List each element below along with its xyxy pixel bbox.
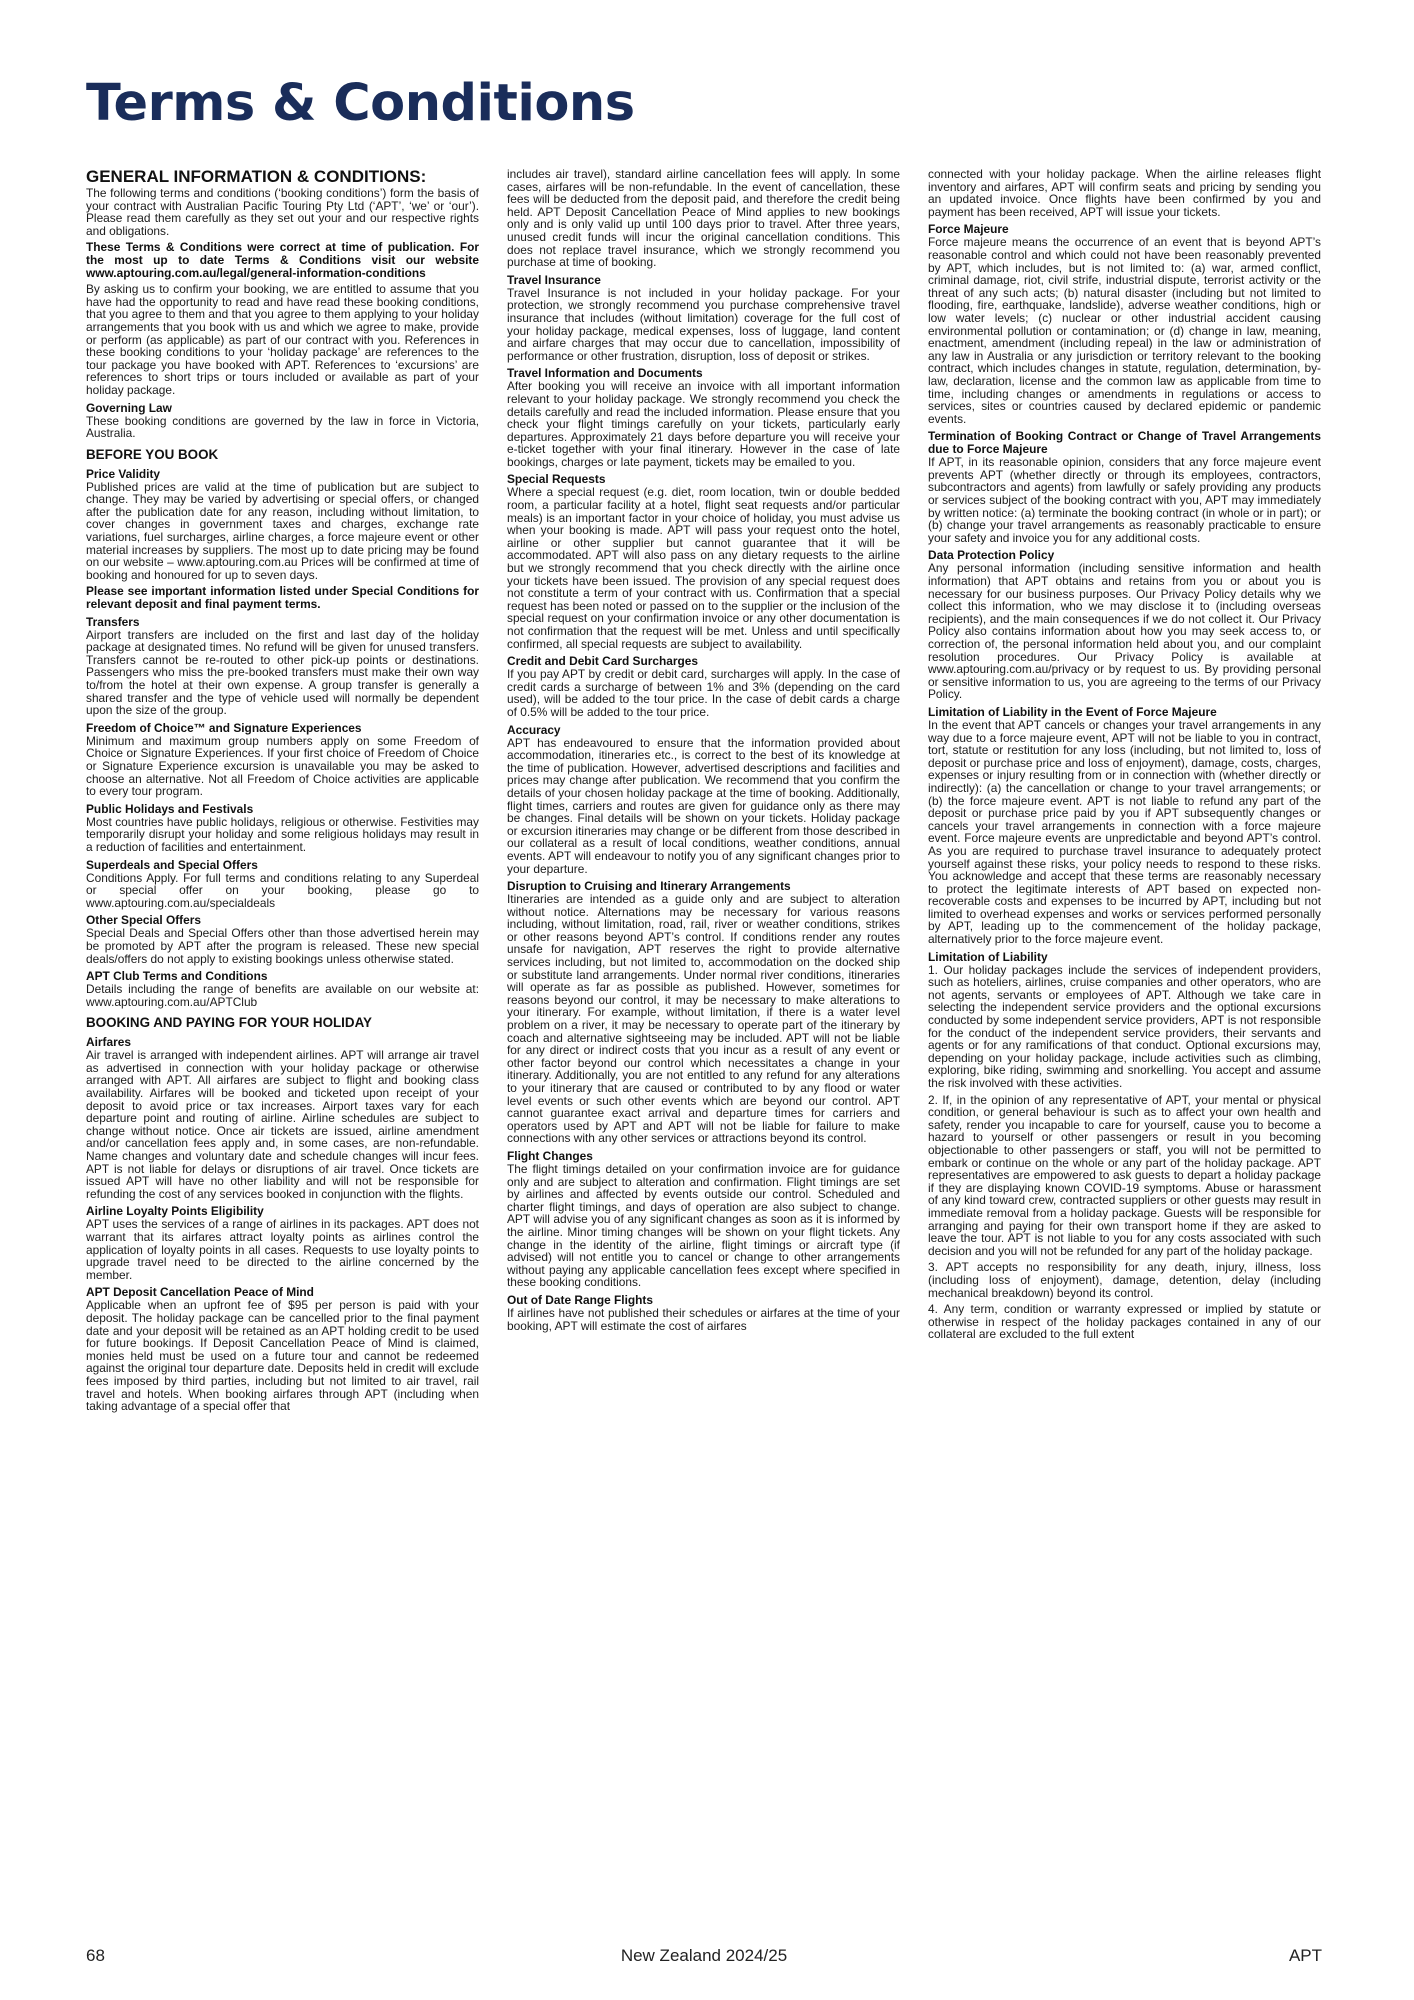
subsection-heading: Airline Loyalty Points Eligibility	[86, 1204, 264, 1219]
column-3	[928, 168, 1321, 1928]
paragraph: Published prices are valid at the time of publication but are subject to change. They may be varied by advertising or special offers, or changed after the publication date for any reason, including without limitation, to cover changes in government taxes and charges, exchange rate variations, fuel surcharges, airline charges, a force majeure event or other material increases by suppliers. The most up to date pricing may be found on our website – www.aptouring.com.au Prices will be confirmed at time of booking and honoured for up to seven days.	[86, 479, 479, 582]
edition-label: New Zealand 2024/25	[620, 1946, 788, 1965]
subsection-heading: Termination of Booking Contract or Change of Travel Arrangements due to Force Majeure	[928, 429, 1321, 457]
column-1	[86, 168, 479, 1928]
paragraph: Most countries have public holidays, religious or otherwise. Festivities may temporarily disrupt your holiday and some religious holidays may result in a reduction of facilities and entertainment.	[86, 814, 479, 854]
paragraph: In the event that APT cancels or changes your travel arrangements in any way due to a force majeure event, APT will not be liable to you in contract, tort, statute or restitution for any loss (including, but not limited to, loss of deposit or purchase price and loss of enjoyment), damage, costs, charges, expenses or injury resulting from or in connection with (whether directly or indirectly): (a) the cancellation or change to your travel arrangements; or (b) the force majeure event. APT is not liable to refund any part of the deposit or purchase price paid by you if APT subsequently changes or cancels your travel arrangements in connection with a force majeure event. Force majeure events are unpredictable and beyond APT’s control. As you are required to purchase travel insurance to adequately protect yourself against these risks, your policy needs to respond to these risks. You acknowledge and accept that these terms are reasonably necessary to protect the legitimate interests of APT based on expected non-recoverable costs and expenses to be incurred by APT, including but not limited to overhead expenses and works or services performed personally by APT, leading up to the commencement of the holiday package, alternatively prior to the force majeure event.	[928, 717, 1321, 947]
paragraph: APT uses the services of a range of airlines in its packages. APT does not warrant that its airfares attract loyalty points as airlines control the application of loyalty points in all cases. Requests to use loyalty points to upgrade travel need to be directed to the airline concerned by the member.	[86, 1217, 479, 1282]
section-heading: GENERAL INFORMATION & CONDITIONS:	[86, 168, 427, 186]
section-heading: BEFORE YOU BOOK	[86, 446, 219, 462]
subsection-heading: APT Club Terms and Conditions	[86, 969, 268, 984]
paragraph: Travel Insurance is not included in your holiday package. For your protection, we strongly recommend you purchase comprehensive travel insurance that includes (without limitation) coverage for the full cost of your holiday package, medical expenses, loss of luggage, land content and airfare charges that may occur due to cancellation, impossibility of performance or other frustration, disruption, loss of deposit or strikes.	[507, 285, 900, 363]
subsection-heading: Data Protection Policy	[928, 548, 1055, 563]
subsection-heading: Governing Law	[86, 400, 172, 415]
paragraph: APT has endeavoured to ensure that the information provided about accommodation, itineraries etc., is correct to the best of its knowledge at the time of publication. However, advertised descriptions and facilities and prices may change after publication. We recommend that you confirm the details of your chosen holiday package at the time of booking. Additionally, flight times, carriers and routes are given for guidance only as there may be changes. Final details will be shown on your tickets. Holiday package or excursion itineraries may change or be different from those described in our collateral as a result of local conditions, weather conditions, annual events. APT will endeavour to notify you of any significant changes prior to your departure.	[507, 735, 900, 876]
paragraph: Special Deals and Special Offers other than those advertised herein may be promoted by APT after the program is released. These new special deals/offers do not apply to existing bookings unless otherwise stated.	[86, 926, 479, 966]
paragraph: By asking us to confirm your booking, we are entitled to assume that you have had the opportunity to read and have read these booking conditions, that you agree to them and that you agree to them applying to your holiday arrangements that you book with us and which we agree to make, provide or perform (as applicable) as part of our contract with you. References in these booking conditions to your ‘holiday package’ are references to the tour package you have booked with APT. References to ‘excursions’ are references to short trips or tours included or available as part of your holiday package.	[86, 282, 479, 397]
subsection-heading: Flight Changes	[507, 1148, 593, 1163]
paragraph: The following terms and conditions (‘booking conditions’) form the basis of your contract with Australian Pacific Touring Pty Ltd (‘APT’, ‘we’ or ‘our’). Please read them carefully as they set out your and our respective rights and obligations.	[86, 186, 479, 238]
paragraph: Conditions Apply. For full terms and conditions relating to any Superdeal or special offer on your booking, please go to www.aptouring.com.au/specialdeals	[86, 870, 479, 910]
subsection-heading: Superdeals and Special Offers	[86, 857, 258, 872]
paragraph: Minimum and maximum group numbers apply on some Freedom of Choice or Signature Experiences. If your first choice of Freedom of Choice or Signature Experience excursion is unavailable you may be asked to choose an alternative. Not all Freedom of Choice activities are applicable to every tour program.	[86, 733, 479, 799]
paragraph: If APT, in its reasonable opinion, considers that any force majeure event prevents APT (whether directly or through its employees, contractors, subcontractors and agents) from lawfully or safely providing any products or services subject of the booking contract with you, APT may immediately by written notice: (a) terminate the booking contract (in whole or in part); or (b) change your travel arrangements as reasonably practicable to ensure your safety and invoice you for any additional costs.	[928, 455, 1321, 545]
paragraph: includes air travel), standard airline cancellation fees will apply. In some cases, airfares will be non-refundable. In the event of cancellation, these fees will be deducted from the deposit paid, and therefore the credit being held. APT Deposit Cancellation Peace of Mind applies to new bookings only and is only valid up until 100 days prior to travel. After three years, unused credit funds will incur the original cancellation conditions. This does not replace travel insurance, which we strongly recommend you purchase at time of booking.	[507, 168, 900, 270]
paragraph: Details including the range of benefits are available on our website at: www.aptouring.com.au/APTClub	[86, 982, 479, 1009]
paragraph: Where a special request (e.g. diet, room location, twin or double bedded room, a particular facility at a hotel, flight seat requests and/or particular meals) is an important factor in your choice of holiday, you must advise us when your booking is made. APT will pass your request onto the hotel, airline or other supplier but cannot guarantee that it will be accommodated. APT will also pass on any dietary requests to the airline but we strongly recommend that you check directly with the airline once your tickets have been issued. The provision of any special request does not constitute a term of your contract with us. Confirmation that a special request has been noted or passed on to the supplier or the inclusion of the special request on your confirmation invoice or any other documentation is not confirmation that the request will be met. Unless and until specifically confirmed, all special requests are subject to availability.	[507, 485, 900, 651]
subsection-heading: Accuracy	[507, 722, 561, 737]
terms-columns	[86, 168, 1322, 1928]
paragraph: If airlines have not published their schedules or airfares at the time of your booking, APT will estimate the cost of airfares	[507, 1305, 900, 1333]
page-title: Terms & Conditions	[86, 74, 635, 133]
paragraph: connected with your holiday package. When the airline releases flight inventory and airfares, APT will confirm seats and pricing by sending you an updated invoice. Once flights have been confirmed by you and payment has been received, APT will issue your tickets.	[928, 168, 1321, 219]
paragraph: Itineraries are intended as a guide only and are subject to alteration without notice. Alternations may be necessary for various reasons including, without limitation, road, rail, river or weather conditions, strikes or other reasons beyond APT’s control. If conditions render any routes unsafe for navigation, APT reserves the right to provide alternative services including, but not limited to, accommodation on the docked ship or substitute land arrangements. Under normal river conditions, itineraries will operate as far as possible as published. However, sometimes for reasons beyond our control, it may be necessary to make alterations to your itinerary. For example, without limitation, if there is a water level problem on a river, it may be necessary to operate part of the itinerary by coach and alternative sightseeing may be included. APT will not be liable for any direct or indirect costs that you incur as a result of any event or other factor beyond our control which necessitates a change in your itinerary. Additionally, you are not entitled to any refund for any alterations to your itinerary that are caused or contributed to by any flood or water level events or such other events which are beyond our control. APT cannot guarantee exact arrival and departure times for carriers and operators used by APT and APT will not be liable for failure to make connections with any other services or attractions beyond its control.	[507, 892, 900, 1146]
subsection-heading: APT Deposit Cancellation Peace of Mind	[86, 1285, 314, 1300]
subsection-heading: Disruption to Cruising and Itinerary Arrangements	[507, 879, 791, 894]
paragraph: 2. If, in the opinion of any representative of APT, your mental or physical condition, or general behaviour is such as to affect your own health and safety, render you incapable to care for yourself, cause you to become a hazard to yourself or other passengers or result in you becoming objectionable to other passengers or staff, you will not be permitted to embark or continue on the whole or any part of the holiday package. APT representatives are empowered to ask guests to depart a holiday package if they are displaying known COVID-19 symptoms. Abuse or harassment of any kind toward crew, contracted suppliers or other guests may result in immediate removal from a holiday package. Guests will be responsible for arranging and paying for their own transport home if they are asked to leave the tour. APT is not liable to you for any costs associated with such decision and you will not be refunded for any part of the holiday package.	[928, 1092, 1321, 1258]
brand-label: APT	[1288, 1946, 1322, 1965]
page-number: 68	[86, 1946, 105, 1965]
paragraph: After booking you will receive an invoice with all important information relevant to your holiday package. We strongly recommend you check the details carefully and read the included information. Please ensure that you check your flight timings carefully on your tickets, particularly early departures. Approximately 21 days before departure you will receive your e-ticket together with your final itinerary. However in the case of late bookings, charges or late payment, tickets may be emailed to you.	[507, 379, 900, 469]
paragraph: Force majeure means the occurrence of an event that is beyond APT’s reasonable control and which could not have been reasonably prevented by APT, which includes, but is not limited to: (a) war, armed conflict, criminal damage, riot, civil strife, industrial dispute, terrorist activity or the threat of any such acts; (b) natural disaster (including but not limited to flooding, fire, earthquake, landslide), adverse weather conditions, high or low water levels; (c) nuclear or other industrial accident causing environmental pollution or contamination; or (d) change in law, meaning, enactment, amendment (including repeal) in the law or administration of any law in Australia or any jurisdiction or territory relevant to the booking contract, which includes changes in statute, regulation, determination, by-law, declaration, license and the common law as applicable from time to time, including changes or amendments in regulations or access to services, sites or countries caused by declared epidemic or pandemic events.	[928, 235, 1321, 426]
subsection-heading: Public Holidays and Festivals	[86, 801, 254, 816]
bold-notice: These Terms & Conditions were correct at time of publication. For the most up to date Terms & Conditions visit our website www.aptouring.com.au/legal/general-information-conditions	[86, 240, 479, 280]
subsection-heading: Other Special Offers	[86, 913, 201, 928]
subsection-heading: Special Requests	[507, 472, 606, 487]
subsection-heading: Force Majeure	[928, 222, 1009, 237]
subsection-heading: Transfers	[86, 614, 140, 629]
paragraph: If you pay APT by credit or debit card, surcharges will apply. In the case of credit cards a surcharge of between 1% and 3% (depending on the card used), will be added to the tour price. In the case of debit cards a charge of 0.5% will be added to the tour price.	[507, 667, 900, 719]
subsection-heading: Travel Insurance	[507, 272, 601, 287]
column-2	[507, 168, 900, 1928]
page-footer	[86, 1946, 1322, 1968]
paragraph: These booking conditions are governed by the law in force in Victoria, Australia.	[86, 413, 479, 441]
subsection-heading: Airfares	[86, 1035, 131, 1050]
paragraph: Air travel is arranged with independent airlines. APT will arrange air travel as advertised in connection with your holiday package or otherwise arranged with APT. All airfares are subject to flight and booking class availability. Airfares will be booked and ticketed upon receipt of your deposit to avoid price or tax increases. Airport taxes vary for each departure point and routing of airline. Airline schedules are subject to change without notice. Once air tickets are issued, airline amendment and/or cancellation fees apply and, in some cases, are non-refundable. Name changes and voluntary date and schedule changes will incur fees. APT is not liable for delays or disruptions of air travel. Once tickets are issued APT will have no other liability and will not be responsible for refunding the cost of any services booked in conjunction with the flights.	[86, 1048, 479, 1201]
paragraph: Any personal information (including sensitive information and health information) that APT obtains and retains from you or about you is necessary for our business purposes. Our Privacy Policy details why we collect this information, who we may disclose it to (including overseas recipients), and the main consequences if we do not collect it. Our Privacy Policy also contains information about how you may seek access to, or correction of, the personal information held about you, and our complaint resolution procedures. Our Privacy Policy is available at www.aptouring.com.au/privacy or by request to us. By providing personal or sensitive information to us, you are agreeing to the terms of our Privacy Policy.	[928, 561, 1321, 702]
bold-notice: Please see important information listed under Special Conditions for relevant deposit and final payment terms.	[86, 584, 479, 612]
paragraph: The flight timings detailed on your confirmation invoice are for guidance only and are subject to alteration and confirmation. Flight timings are set by airlines and affected by events outside our control. Scheduled and charter flight timings, and days of operation are also subject to change. APT will advise you of any significant changes as soon as it is informed by the airline. Minor timing changes will be shown on your flight tickets. Any change in the identity of the airline, flight timings or aircraft type (if advised) will not entitle you to cancel or change to other arrangements without paying any applicable cancellation fees except where specified in these booking conditions.	[507, 1161, 900, 1290]
subsection-heading: Travel Information and Documents	[507, 366, 703, 381]
subsection-heading: Price Validity	[86, 466, 161, 481]
section-heading: BOOKING AND PAYING FOR YOUR HOLIDAY	[86, 1015, 372, 1031]
paragraph: 1. Our holiday packages include the services of independent providers, such as hoteliers, airlines, cruise companies and other operators, who are not agents, servants or employees of APT. Although we take care in selecting the independent service providers and the optional excursions conducted by some independent service providers, APT is not responsible for the conduct of the independent service providers, their servants and agents or for any ramifications of that conduct. Optional excursions may, depending on your holiday package, include activities such as climbing, exploring, bike riding, swimming and snorkelling. You accept and assume the risk involved with these activities.	[928, 962, 1321, 1090]
subsection-heading: Limitation of Liability in the Event of Force Majeure	[928, 704, 1217, 719]
paragraph: 3. APT accepts no responsibility for any death, injury, illness, loss (including loss of enjoyment), damage, detention, delay (including mechanical breakdown) beyond its control.	[928, 1260, 1321, 1300]
paragraph: 4. Any term, condition or warranty expressed or implied by statute or otherwise in respect of the holiday packages contained in any of our collateral are excluded to the full extent	[928, 1302, 1321, 1342]
subsection-heading: Limitation of Liability	[928, 949, 1048, 964]
paragraph: Airport transfers are included on the first and last day of the holiday package at designated times. No refund will be given for unused transfers. Transfers cannot be re-routed to other pick-up points or destinations. Passengers who miss the pre-booked transfers must make their own way to/from the hotel at their own expense. A group transfer is generally a shared transfer and the type of vehicle used will normally be dependent upon the size of the group.	[86, 627, 479, 718]
subsection-heading: Freedom of Choice™ and Signature Experiences	[86, 720, 362, 735]
subsection-heading: Out of Date Range Flights	[507, 1292, 653, 1307]
paragraph: Applicable when an upfront fee of $95 per person is paid with your deposit. The holiday package can be cancelled prior to the final payment date and your deposit will be retained as an APT holding credit to be used for future bookings. If Deposit Cancellation Peace of Mind is claimed, monies held must be used on a future tour and cannot be redeemed against the original tour departure date. Deposits held in credit will exclude fees imposed by third parties, including but not limited to air travel, rail travel and hotels. When booking airfares through APT (including when taking advantage of a special offer that	[86, 1298, 479, 1414]
subsection-heading: Credit and Debit Card Surcharges	[507, 654, 698, 669]
